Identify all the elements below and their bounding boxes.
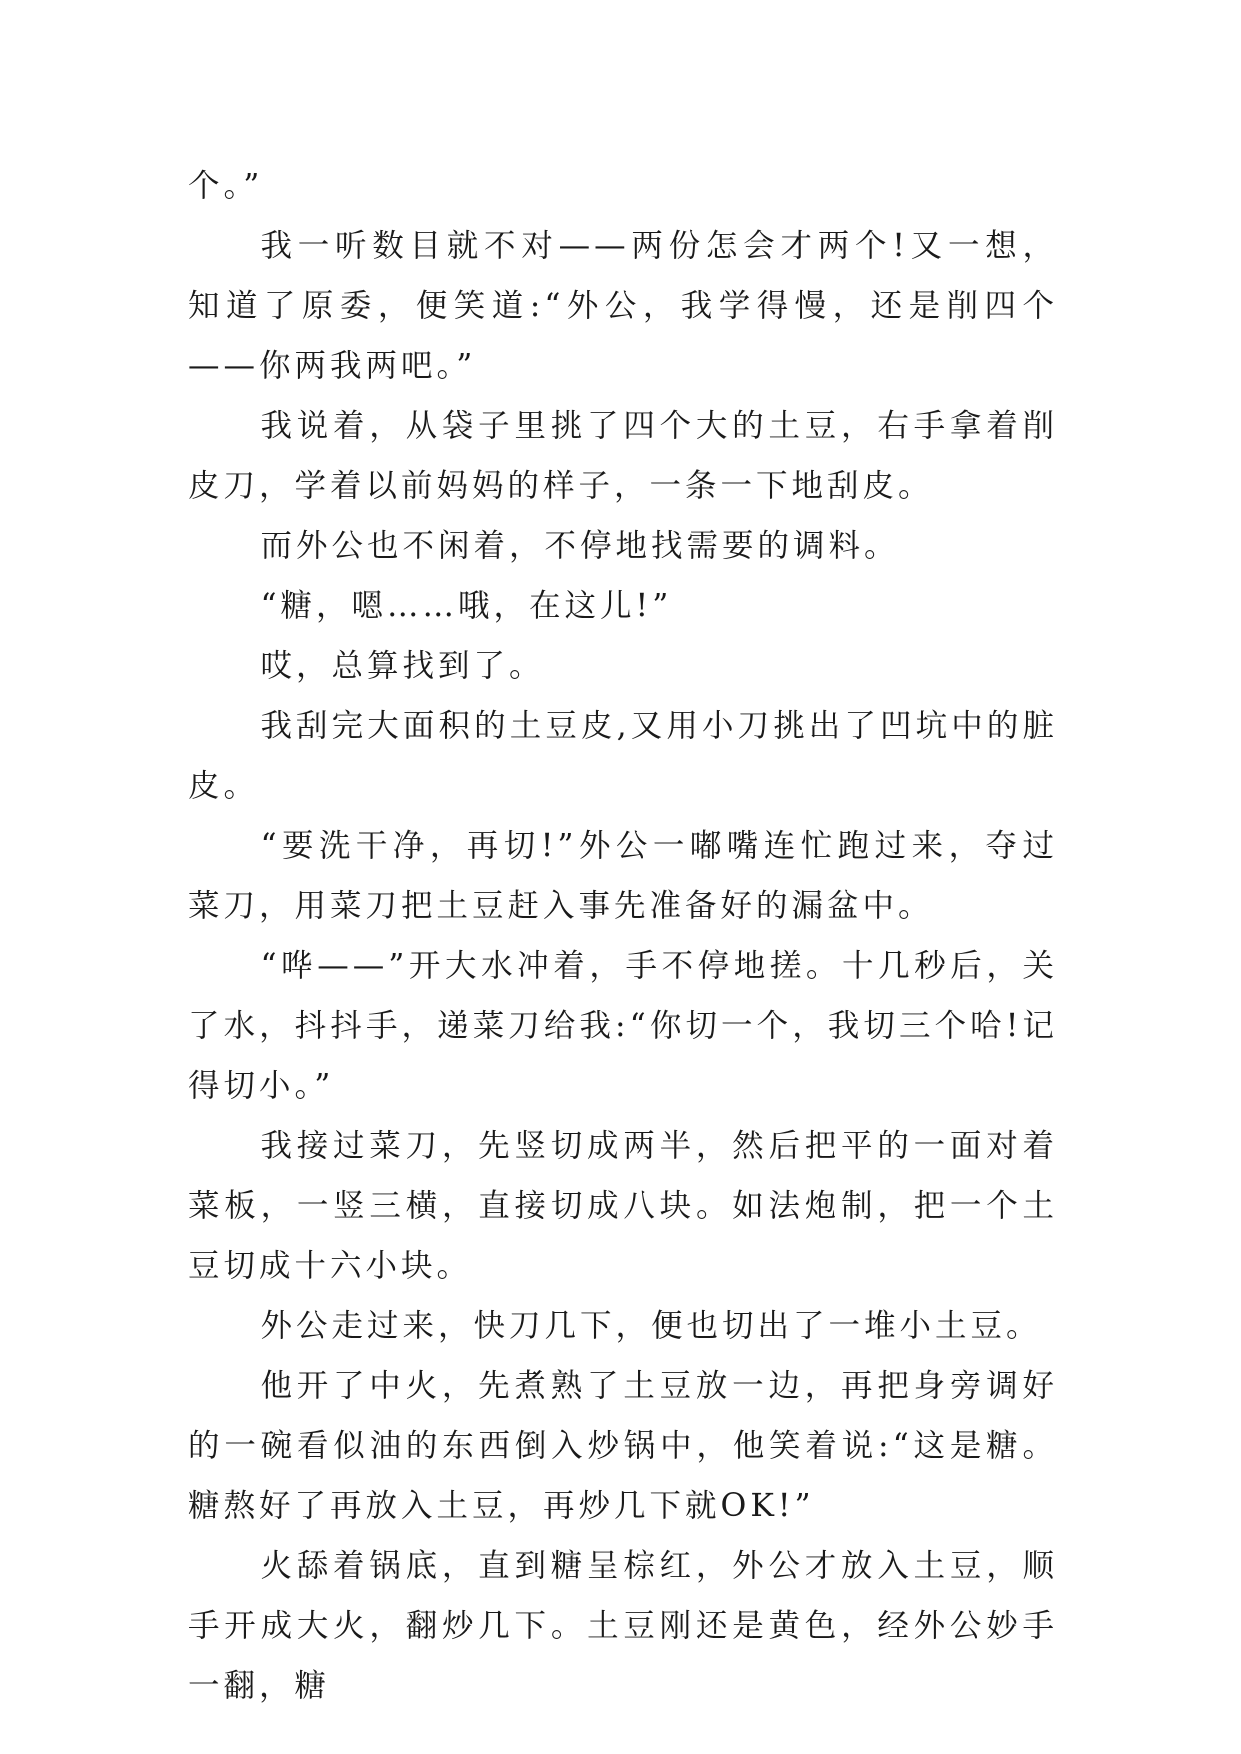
paragraph: 而外公也不闲着，不停地找需要的调料。 [260,528,900,564]
paragraph: 我说着，从袋子里挑了四个大的土豆，右手拿着削皮刀，学着以前妈妈的样子，一条一下地刮皮。 [188,408,1058,504]
paragraph: “糖，嗯……哦，在这儿!” [260,588,673,624]
paragraph: “哗——”开大水冲着，手不停地搓。十几秒后，关了水，抖抖手，递菜刀给我:“你切一个，我切三个哈!记得切小。” [188,948,1058,1104]
paragraph: 哎，总算找到了。 [260,648,545,684]
paragraph: “要洗干净，再切!”外公一嘟嘴连忙跑过来，夺过菜刀，用菜刀把土豆赶入事先准备好的漏盆中。 [188,828,1058,924]
paragraph: 火舔着锅底，直到糖呈棕红，外公才放入土豆，顺手开成大火，翻炒几下。土豆刚还是黄色，经外公妙手一翻，糖 [188,1548,1058,1704]
body-text [188,156,1058,1716]
paragraph: 外公走过来，快刀几下，便也切出了一堆小土豆。 [260,1308,1042,1344]
paragraph: 我刮完大面积的土豆皮,又用小刀挑出了凹坑中的脏皮。 [188,708,1058,804]
paragraph: 我一听数目就不对——两份怎会才两个!又一想，知道了原委，便笑道:“外公，我学得慢，还是削四个——你两我两吧。” [188,228,1058,384]
paragraph: 他开了中火，先煮熟了土豆放一边，再把身旁调好的一碗看似油的东西倒入炒锅中，他笑着说:“这是糖。糖熬好了再放入土豆，再炒几下就OK!” [188,1368,1058,1524]
paragraph: 我接过菜刀，先竖切成两半，然后把平的一面对着菜板，一竖三横，直接切成八块。如法炮制，把一个土豆切成十六小块。 [188,1128,1058,1284]
paragraph: 个。” [188,168,264,204]
